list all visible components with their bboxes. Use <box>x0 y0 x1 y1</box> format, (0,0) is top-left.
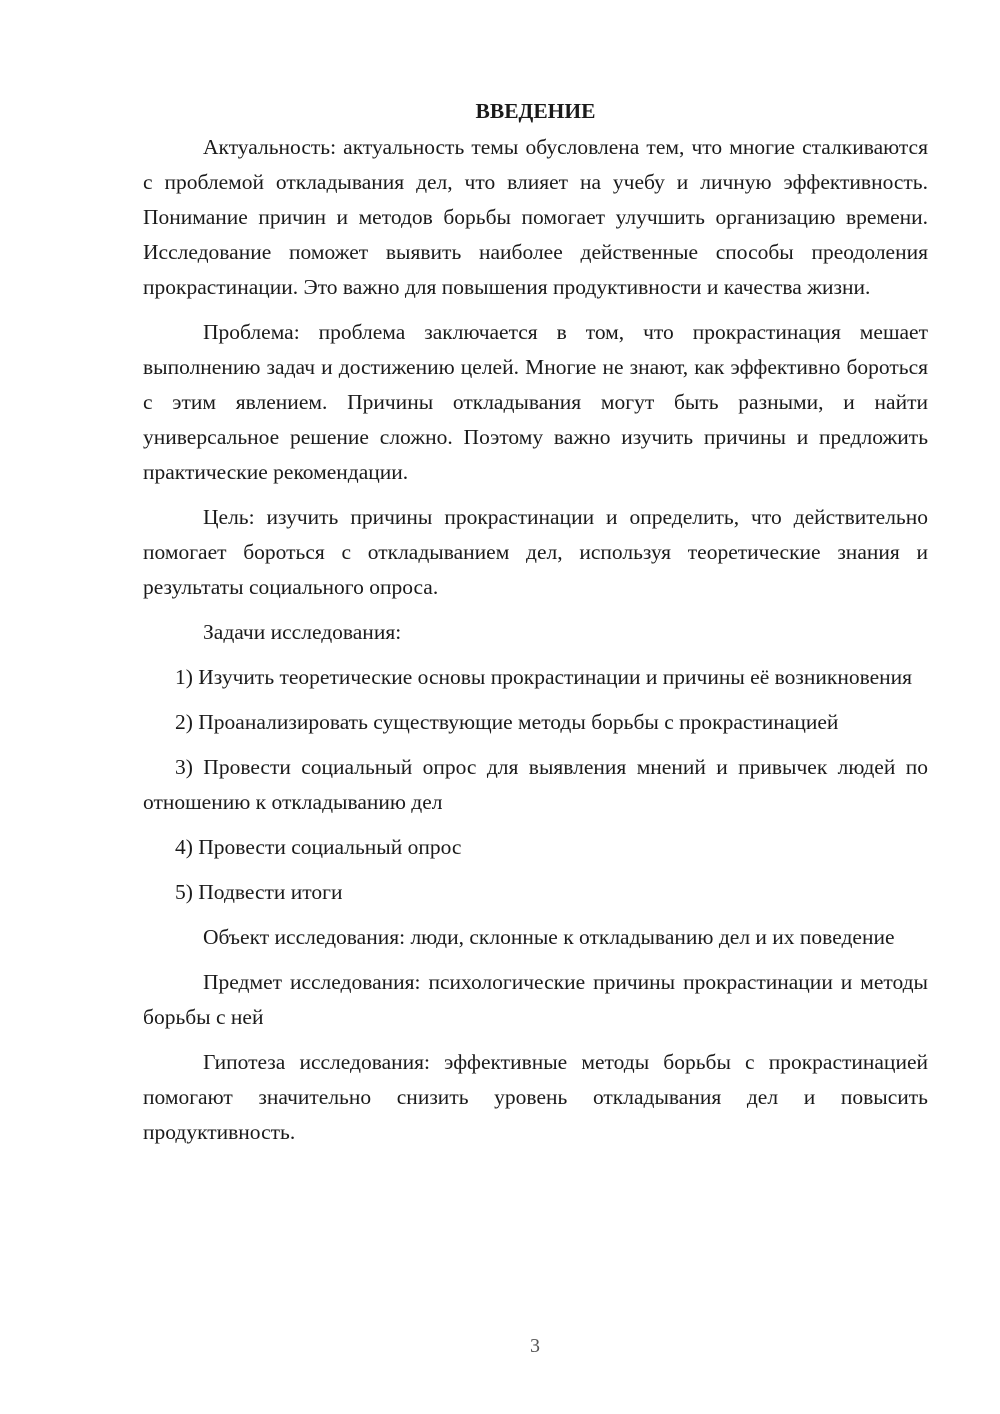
relevance-paragraph: Актуальность: актуальность темы обусловлена тем, что многие сталкиваются с проблемой откладывания дел, что влияет на учебу и личную эффективность. Понимание причин и методов борьбы помогает улучшить организацию времени. Исследование поможет выявить наиболее действенные способы преодоления прокрастинации. Это важно для повышения продуктивности и качества жизни. <box>143 135 928 299</box>
page-content <box>143 96 928 1160</box>
task-item-1: 1) Изучить теоретические основы прокрастинации и причины её возникновения <box>175 665 913 689</box>
task-item-3: 3) Провести социальный опрос для выявления мнений и привычек людей по отношению к откладыванию дел <box>143 755 928 814</box>
task-item-5: 5) Подвести итоги <box>175 880 343 904</box>
problem-paragraph: Проблема: проблема заключается в том, что прокрастинация мешает выполнению задач и достижению целей. Многие не знают, как эффективно бороться с этим явлением. Причины откладывания могут быть разными, и найти универсальное решение сложно. Поэтому важно изучить причины и предложить практические рекомендации. <box>143 320 928 484</box>
task-item-2: 2) Проанализировать существующие методы борьбы с прокрастинацией <box>175 710 839 734</box>
page-number: 3 <box>530 1335 540 1357</box>
goal-paragraph: Цель: изучить причины прокрастинации и определить, что действительно помогает бороться с откладыванием дел, используя теоретические знания и результаты социального опроса. <box>143 505 928 599</box>
task-item-4: 4) Провести социальный опрос <box>175 835 462 859</box>
section-title: ВВЕДЕНИЕ <box>475 99 596 123</box>
object-paragraph: Объект исследования: люди, склонные к откладыванию дел и их поведение <box>203 925 895 949</box>
subject-paragraph: Предмет исследования: психологические причины прокрастинации и методы борьбы с ней <box>143 970 928 1029</box>
hypothesis-paragraph: Гипотеза исследования: эффективные методы борьбы с прокрастинацией помогают значительно снизить уровень откладывания дел и повысить продуктивность. <box>143 1050 928 1144</box>
tasks-heading: Задачи исследования: <box>203 620 402 644</box>
